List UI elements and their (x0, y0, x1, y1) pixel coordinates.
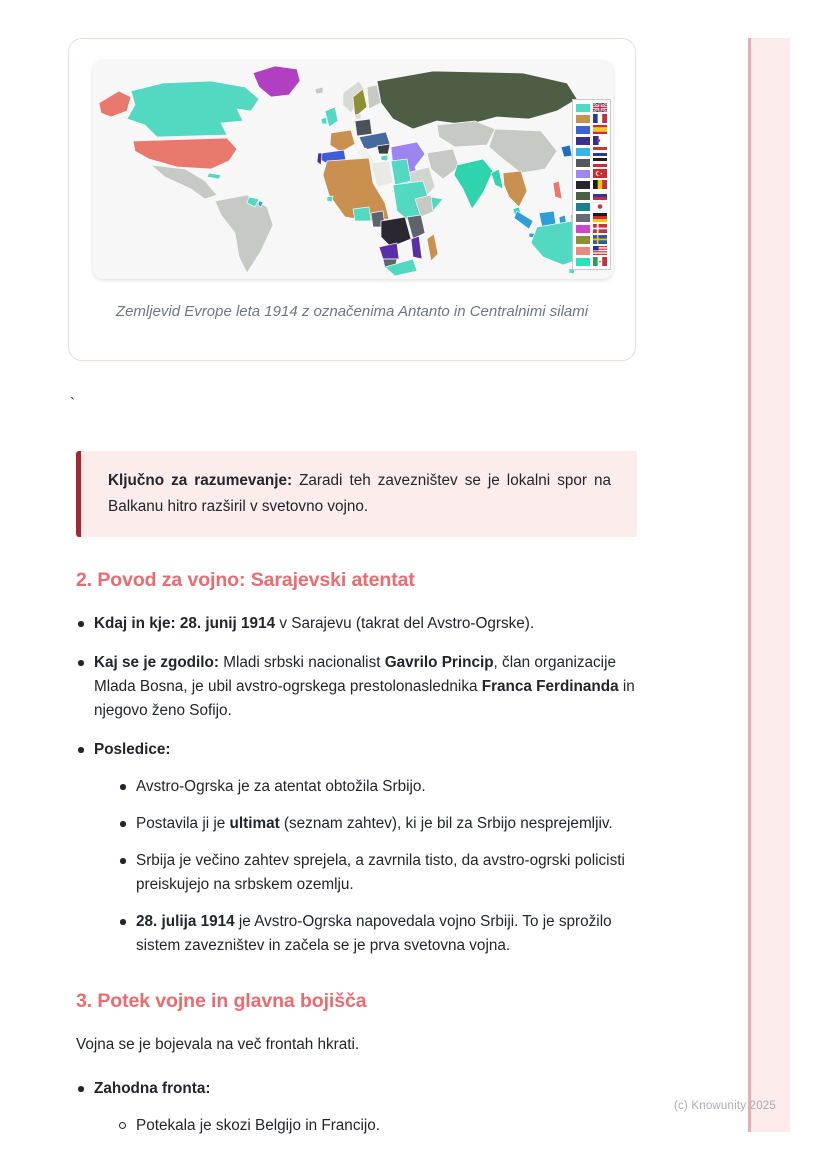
legend-row (576, 246, 607, 255)
legend-color-swatch (576, 258, 590, 266)
list-item (118, 1114, 636, 1138)
bold-text: Zahodna fronta: (94, 1080, 211, 1097)
copyright-footer: (c) Knowunity 2025 (673, 1100, 776, 1112)
flag-dk-icon (593, 224, 607, 233)
legend-row (576, 191, 607, 200)
list-item (76, 651, 636, 723)
section-3-heading: 3. Potek vojne in glavna bojišča (76, 990, 367, 1012)
text-run: Avstro-Ogrska je za atentat obtožila Srbijo. (136, 778, 426, 795)
legend-row (576, 224, 607, 233)
text-run: je Avstro-Ogrska napovedala vojno Srbiji. To je sprožilo sistem zavezništev in začela se je prva svetovna vojna. (136, 913, 612, 954)
flag-fr-icon (593, 114, 607, 123)
figure-caption: Zemljevid Evrope leta 1914 z označenima Antanto in Centralnimi silami (115, 303, 589, 320)
flag-nl-icon (593, 147, 607, 156)
flag-de-icon (593, 213, 607, 222)
flag-gb-icon (593, 103, 607, 112)
legend-color-swatch (576, 115, 590, 123)
flag-ottoman-icon (593, 169, 607, 178)
section-2-heading: 2. Povod za vojno: Sarajevski atentat (76, 569, 415, 591)
legend-row (576, 202, 607, 211)
nested-list (118, 775, 636, 958)
list-item (76, 738, 636, 958)
list-item (76, 1077, 636, 1138)
legend-color-swatch (576, 148, 590, 156)
flag-us-icon (593, 246, 607, 255)
legend-color-swatch (576, 159, 590, 167)
legend-color-swatch (576, 192, 590, 200)
legend-row (576, 158, 607, 167)
text-run: (seznam zahtev), ki je bil za Srbijo nesprejemljiv. (279, 815, 613, 832)
legend-color-swatch (576, 247, 590, 255)
text-run: Mladi srbski nacionalist (218, 654, 385, 671)
text-run: Srbija je večino zahtev sprejela, a zavrnila tisto, da avstro-ogrski policisti preiskujejo na srbskem ozemlju. (136, 852, 625, 893)
legend-row (576, 213, 607, 222)
legend-color-swatch (576, 104, 590, 112)
legend-color-swatch (576, 126, 590, 134)
legend-row (576, 136, 607, 145)
flag-se-icon (593, 235, 607, 244)
section-3-intro: Vojna se je bojevala na več frontah hkrati. (76, 1036, 360, 1053)
legend-color-swatch (576, 236, 590, 244)
legend-color-swatch (576, 214, 590, 222)
bold-text: 28. julija 1914 (136, 913, 235, 930)
text-run: , član organizacije Mlada Bosna, je ubil avstro-ogrskega prestolonaslednika (94, 654, 616, 695)
flag-de-empire-icon (593, 158, 607, 167)
document-content (68, 38, 636, 1153)
key-insight-callout (76, 451, 637, 537)
map-panel (93, 61, 613, 279)
bold-text: ultimat (229, 815, 280, 832)
legend-color-swatch (576, 225, 590, 233)
bold-text: Gavrilo Princip (384, 654, 494, 671)
legend-row (576, 147, 607, 156)
text-run: v Sarajevu (takrat del Avstro-Ogrske). (275, 615, 535, 632)
legend-row (576, 114, 607, 123)
flag-pt-icon (593, 136, 607, 145)
legend-color-swatch (576, 181, 590, 189)
flag-es-icon (593, 125, 607, 134)
text-run: Postavila ji je (136, 815, 230, 832)
flag-ru-icon (593, 191, 607, 200)
text-run: Zaradi teh zavezništev se je lokalni spor na Balkanu hitro razširil v svetovno vojno. (108, 472, 611, 515)
list-item (76, 612, 636, 636)
stray-backtick: ` (70, 395, 75, 412)
map-legend (572, 99, 611, 270)
section-3-list (76, 1077, 636, 1138)
legend-row (576, 169, 607, 178)
legend-row (576, 180, 607, 189)
bold-text: Ključno za razumevanje: (108, 472, 293, 489)
flag-jp-icon (593, 202, 607, 211)
list-item (118, 775, 636, 799)
nested-list (118, 1114, 636, 1138)
scrollbar[interactable] (748, 38, 790, 1132)
legend-row (576, 125, 607, 134)
legend-color-swatch (576, 137, 590, 145)
list-item (118, 910, 636, 958)
legend-row (576, 257, 607, 266)
flag-it-icon (593, 257, 607, 266)
legend-color-swatch (576, 203, 590, 211)
text-run: Potekala je skozi Belgijo in Francijo. (136, 1117, 381, 1134)
world-map-1914 (93, 61, 613, 279)
bold-text: Kaj se je zgodilo: (94, 654, 219, 671)
flag-be-icon (593, 180, 607, 189)
bold-text: Posledice: (94, 741, 171, 758)
legend-row (576, 103, 607, 112)
map-figure-card (68, 38, 636, 361)
section-2-list (76, 612, 636, 958)
bold-text: Kdaj in kje: 28. junij 1914 (94, 615, 276, 632)
bold-text: Franca Ferdinanda (481, 678, 619, 695)
list-item (118, 812, 636, 836)
text-run: in njegovo ženo Sofijo. (94, 678, 635, 719)
legend-color-swatch (576, 170, 590, 178)
list-item (118, 849, 636, 897)
legend-row (576, 235, 607, 244)
